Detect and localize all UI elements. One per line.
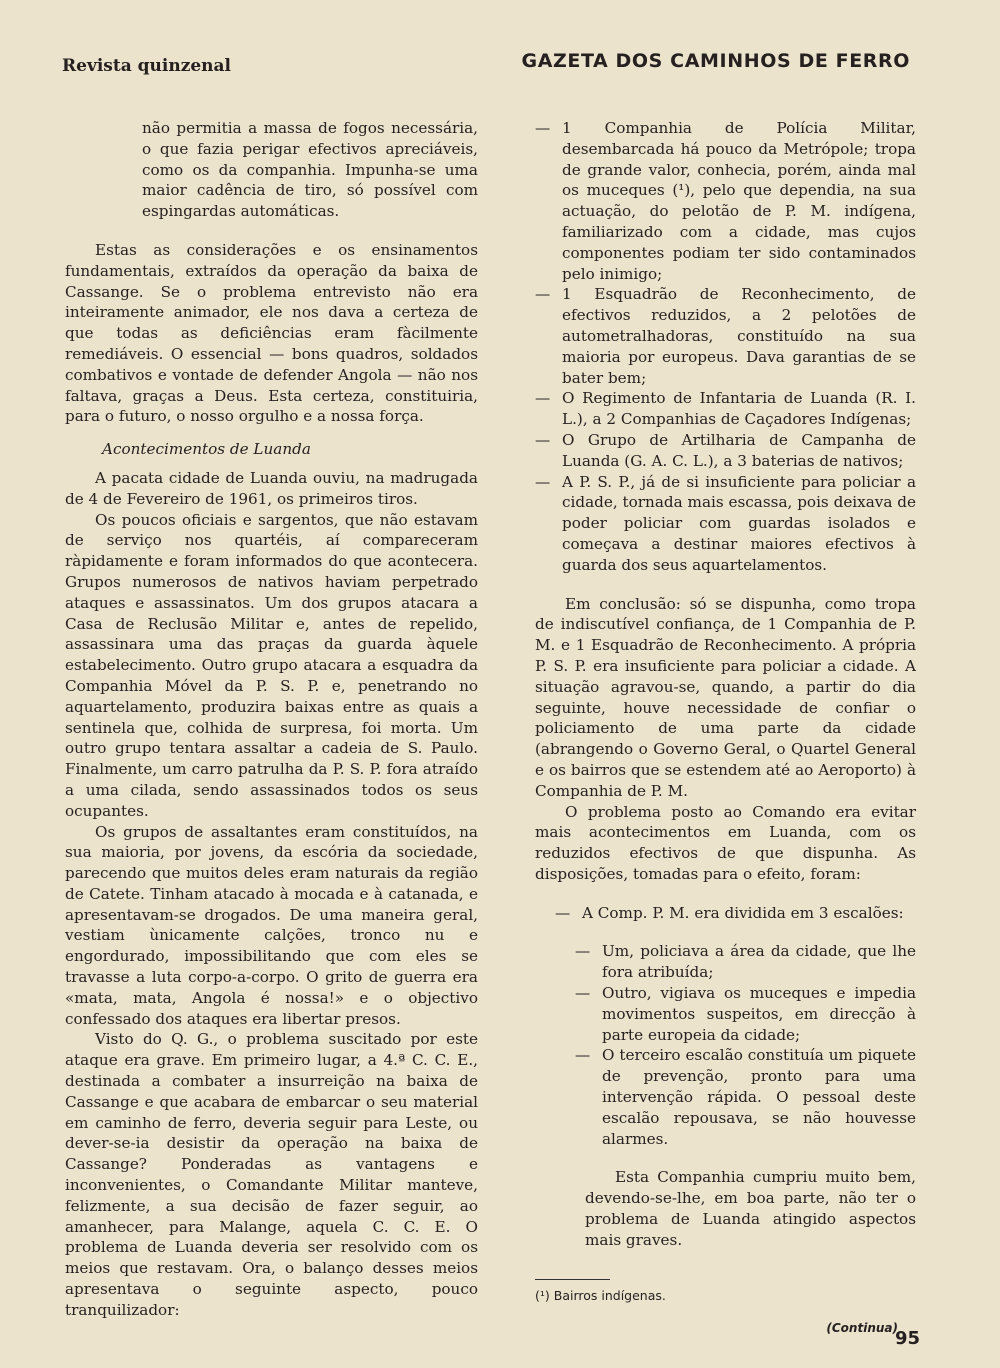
dash-marker: — (555, 903, 571, 922)
quoted-passage: não permitia a massa de fogos necessária, o que fazia perigar efectivos apreciáveis, como os da companhia. Impunha-se uma maior cadência de tiro, só possível com espingardas automáticas. (142, 119, 478, 221)
list-item: — Um, policiava a área da cidade, que lhe fora atribuída; (575, 942, 916, 982)
list-item: — 1 Companhia de Polícia Militar, desembarcada há pouco da Metrópole; tropa de grande valor, conhecia, porém, ainda mal os muceques (¹), pelo que dependia, na sua actuação, do pelotão de P. M. indígena, familiarizado com a cidade, mas cujos componentes podiam ter sido contaminados pelo inimigo; (535, 119, 916, 283)
dash-marker: — (535, 285, 551, 304)
footnote-rule (535, 1279, 610, 1280)
dash-marker: — (575, 1046, 591, 1065)
forces-list (535, 118, 916, 576)
paragraph: Em conclusão: só se dispunha, como tropa de indiscutível confiança, de 1 Companhia de P. M. e 1 Esquadrão de Reconhecimento. A própria P. S. P. era insuficiente para policiar a cidade. A situação agravou-se, quando, a partir do dia seguinte, houve necessidade de confiar o policiamento de uma parte da cidade (abrangendo o Governo Geral, o Quartel General e os bairros que se estendem até ao Aeroporto) à Companhia de P. M. (535, 594, 916, 800)
list-item: — O Regimento de Infantaria de Luanda (R. I. L.), a 2 Companhias de Caçadores Indígenas; (535, 389, 916, 429)
list-item: — 1 Esquadrão de Reconhecimento, de efectivos reduzidos, a 2 pelotões de autometralhadoras, constituído na sua maioria por europeus. Dava garantias de se bater bem; (535, 285, 916, 387)
footnote: (¹) Bairros indígenas. (535, 1287, 666, 1303)
list-item: — A Comp. P. M. era dividida em 3 escalões: (555, 903, 904, 922)
continued-note: (Continua) (826, 1321, 898, 1336)
list-item: — O Grupo de Artilharia de Campanha de Luanda (G. A. C. L.), a 3 baterias de nativos; (535, 430, 916, 470)
dash-marker: — (535, 389, 551, 408)
page-number: 95 (894, 1328, 920, 1349)
paragraph: Os grupos de assaltantes eram constituídos, na sua maioria, por jovens, da escória da sociedade, parecendo que muitos deles eram naturais da região de Catete. Tinham atacado à mocada e à catanada, e apresentavam-se drogados. De uma maneira geral, vestiam ùnicamente calções, tronco nu e engordurado, impossibilitando que com eles se travasse a luta corpo-a-corpo. O grito de guerra era «mata, mata, Angola é nossa!» e o objectivo confessado dos ataques era libertar presos. (65, 822, 478, 1028)
running-header-right: GAZETA DOS CAMINHOS DE FERRO (521, 50, 910, 72)
paragraph: O problema posto ao Comando era evitar mais acontecimentos em Luanda, com os reduzidos efectivos de que dispunha. As disposições, tomadas para o efeito, foram: (535, 802, 916, 883)
list-item: — O terceiro escalão constituía um piquete de prevenção, pronto para uma intervenção rápida. O pessoal deste escalão repousava, se não houvesse alarmes. (575, 1046, 916, 1148)
dash-marker: — (535, 472, 551, 491)
right-column (535, 118, 916, 1339)
paragraph: Esta Companhia cumpriu muito bem, devendo-se-lhe, em boa parte, não ter o problema de Luanda atingido aspectos mais graves. (585, 1168, 916, 1249)
list-item: — Outro, vigiava os muceques e impedia movimentos suspeitos, em direcção à parte europeia da cidade; (575, 984, 916, 1044)
left-column (65, 118, 478, 1321)
paragraph: Visto do Q. G., o problema suscitado por este ataque era grave. Em primeiro lugar, a 4.ª C. C. E., destinada a combater a insurreição na baixa de Cassange e que acabara de embarcar o seu material em caminho de ferro, deveria seguir para Leste, ou dever-se-ia desistir da operação na baixa de Cassange? Ponderadas as vantagens e inconvenientes, o Comandante Militar manteve, felizmente, a sua decisão de fazer seguir, ao amanhecer, para Malange, aquela C. C. E. O problema de Luanda deveria ser resolvido com os meios que restavam. Ora, o balanço desses meios apresentava o seguinte aspecto, pouco tranquilizador: (65, 1030, 478, 1319)
paragraph: A pacata cidade de Luanda ouviu, na madrugada de 4 de Fevereiro de 1961, os primeiros tiros. (65, 468, 478, 508)
dash-marker: — (535, 430, 551, 449)
dash-marker: — (575, 942, 591, 961)
dash-marker: — (535, 119, 551, 137)
paragraph: Os poucos oficiais e sargentos, que não estavam de serviço nos quartéis, aí compareceram ràpidamente e foram informados do que acontecera. Grupos numerosos de nativos haviam perpetrado ataques e assassinatos. Um dos grupos atacara a Casa de Reclusão Militar e, antes de repelido, assassinara uma das praças da guarda àquele estabelecimento. Outro grupo atacara a esquadra da Companhia Móvel da P. S. P. e, penetrando no aquartelamento, produzira baixas entre as quais a sentinela que, colhida de surpresa, foi morta. Um outro grupo tentara assaltar a cadeia de S. Paulo. Finalmente, um carro patrulha da P. S. P. fora atraído a uma cilada, sendo assassinados todos os seus ocupantes. (65, 510, 478, 820)
running-header-left: Revista quinzenal (62, 56, 232, 76)
escalons-list (555, 941, 916, 1149)
paragraph: Estas as considerações e os ensinamentos fundamentais, extraídos da operação da baixa de Cassange. Se o problema entrevisto não era inteiramente animador, ele nos dava a certeza de que todas as deficiências eram fàcilmente remediáveis. O essencial — bons quadros, soldados combativos e vontade de defender Angola — não nos faltava, graças a Deus. Esta certeza, constituiria, para o futuro, o nosso orgulho e a nossa força. (65, 240, 478, 426)
dash-marker: — (575, 984, 591, 1003)
section-title: Acontecimentos de Luanda (102, 440, 311, 459)
list-item: — A P. S. P., já de si insuficiente para policiar a cidade, tornada mais escassa, pois deixava de poder policiar com guardas isolados e começava a destinar maiores efectivos à guarda dos seus aquartelamentos. (535, 472, 916, 574)
